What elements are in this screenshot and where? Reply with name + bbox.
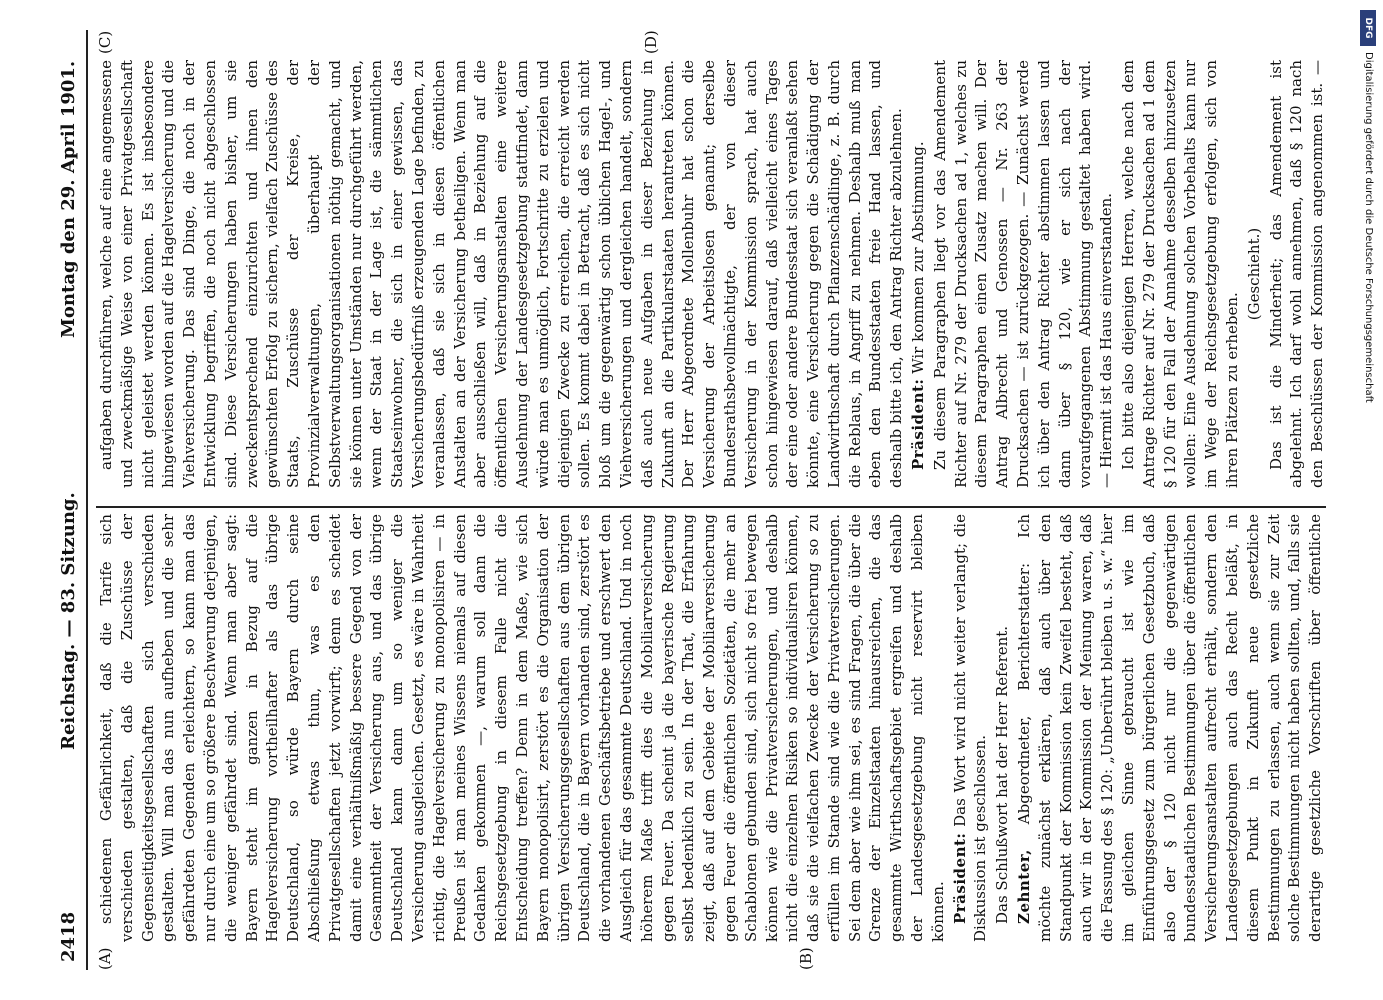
- column-divider: [96, 506, 1326, 508]
- margin-mark-b: (B): [797, 947, 815, 970]
- paragraph: [1244, 60, 1265, 488]
- paragraph: [1118, 60, 1243, 488]
- paragraph: [930, 60, 1117, 488]
- paragraph: [908, 60, 929, 488]
- paragraph-text: Das ist die Minderheit; das Amendement ist abgelehnt. Ich darf wohl annehmen, daß § 120 nach den Beschlüssen der Kommission angenommen ist. —: [1266, 60, 1326, 488]
- header-rule: [86, 30, 88, 970]
- paragraph-text: Das Wort wird nicht weiter verlangt; die Diskussion ist geschlossen.: [950, 514, 990, 942]
- dfg-logo-text: DFG: [1363, 17, 1373, 39]
- paragraph: [96, 60, 907, 488]
- session-title: Reichstag. — 83. Sitzung.: [58, 492, 79, 750]
- paragraph-text: Das Schlußwort hat der Herr Referent.: [993, 625, 1012, 924]
- paragraph-text: (Geschieht.): [1244, 227, 1263, 321]
- right-column: [96, 60, 1326, 488]
- speaker-name: Zehnter,: [1015, 849, 1034, 924]
- speaker-name: Präsident:: [909, 378, 928, 470]
- margin-mark-c: (C): [96, 30, 114, 54]
- page-header: [52, 30, 86, 970]
- dfg-logo: [1360, 10, 1376, 46]
- digitization-note: [1358, 8, 1380, 992]
- speaker-name: Präsident:: [950, 832, 969, 924]
- paragraph-text: aufgaben durchführen, welche auf eine angemessene und zweckmäßige Weise von einer Privatgesellschaft nicht geleistet werden können. Es ist insbesondere hingewiesen worden auf die Hagelversicherung und die Viehversicherung. Das sind Dinge, die noch in der Entwicklung begriffen, die noch nicht abgeschlossen sind. Diese Versicherungen haben bisher, um sie zweckentsprechend einzurichten und ihnen den gewünschten Erfolg zu sichern, vielfach Zuschüsse des Staats, Zuschüsse der Kreise, der Provinzialverwaltungen, überhaupt der Selbstverwaltungsorganisationen nöthig gemacht, und sie können unter Umständen nur durchgeführt werden, wenn der Staat in der Lage ist, die sämmtlichen Staatseinwohner, die sich in einer gewissen, das Versicherungsbedürfniß erzeugenden Lage befinden, zu veranlassen, daß sie sich in diesen öffentlichen Anstalten an der Versicherung betheiligen. Wenn man aber ausschließen will, daß in Beziehung auf die öffentlichen Versicherungsanstalten eine weitere Ausdehnung der Landesgesetzgebung stattfindet, dann würde man es unmöglich, Fortschritte zu erzielen und diejenigen Zwecke zu erreichen, die erreicht werden sollen. Es kommt dabei in Betracht, daß es sich nicht bloß um die gegenwärtig schon üblichen Hagel-, und Viehversicherungen und dergleichen handelt, sondern daß auch neue Aufgaben in dieser Beziehung in Zukunft an die Partikularstaaten herantreten können. Der Herr Abgeordnete Mollenbuhr hat schon die Versicherung der Arbeitslosen genannt; derselbe Bundesrathsbevollmächtigte, der von dieser Versicherung in der Kommission sprach, hat auch schon hingewiesen darauf, daß vielleicht eines Tages der eine oder andere Bundesstaat sich veranlaßt sehen könnte, eine Versicherung gegen die Schädigung der Landwirthschaft durch Pflanzenschädlinge, z. B. durch die Reblaus, in Angriff zu nehmen. Deshalb muß man eben den Bundesstaaten freie Hand lassen, und deshalb bitte ich, den Antrag Richter abzulehnen.: [97, 60, 906, 488]
- paragraph-text: schiedenen Gefährlichkeit, daß die Tarife sich verschieden gestalten, daß die Zuschüsse der Gegenseitigkeitsgesellschaften sich verschieden gestalten. Will man das nun aufheben und die sehr gefährdeten Gegenden erleichtern, so kann man das nur durch eine um so größere Beschwerung derjenigen, die weniger gefährdet sind. Wenn man aber sagt: Bayern steht im ganzen in Bezug auf die Hagelversicherung vortheilhafter als das übrige Deutschland, so würde Bayern durch seine Abschließung etwas thun, was es den Privatgesellschaften jetzt vorwirft; denn es scheidet damit eine verhältnißmäßig bessere Gegend von der Gesammtheit der Versicherung aus, und das übrige Deutschland kann dann um so weniger die Versicherung ausgleichen. Gesetzt, es wäre in Wahrheit richtig, die Hagelversicherung zu monopolisiren — in Preußen ist man meines Wissens niemals auf diesen Gedanken gekommen —, warum soll dann die Reichsgesetzgebung in diesem Falle nicht die Entscheidung treffen? Denn in dem Maße, wie sich Bayern monopolisirt, zerstört es die Organisation der übrigen Versicherungsgesellschaften aus dem übrigen Deutschland, die in Bayern vorhanden sind, zerstört es die vorhandenen Geschäftsbetriebe und erschwert den Ausgleich für das gesammte Deutschland. Und in noch höherem Maße trifft dies die Mobiliarversicherung gegen Feuer. Da scheint ja die bayerische Regierung selbst bedenklich zu sein. In der That, die Erfahrung zeigt, daß auf dem Gebiete der Mobiliarversicherung gegen Feuer die öffentlichen Sozietäten, die mehr an Schablonen gebunden sind, sich nicht so frei bewegen können wie die Privatversicherungen, und deshalb nicht die einzelnen Risiken so individualisiren können, daß sie die vielfachen Zwecke der Versicherung so zu erfüllen im Stande sind wie die Privatversicherungen. Sei dem aber wie ihm sei, es sind Fragen, die über die Grenze der Einzelstaaten hinausreichen, die das gesammte Wirthschaftsgebiet ergreifen und deshalb der Landesgesetzgebung nicht reservirt bleiben können.: [97, 514, 947, 942]
- paragraph: [950, 514, 992, 942]
- paragraph-text: Abgeordneter, Berichterstatter: Ich möchte zunächst erklären, daß auch über den Standpunkt der Kommission kein Zweifel besteht, daß auch wir in der Kommission der Meinung waren, daß die Fassung des § 120: „Unberührt bleiben u. s. w.“ hier im gleichen Sinne gebraucht ist wie im Einführungsgesetz zum bürgerlichen Gesetzbuch, daß also der § 120 nicht nur die gegenwärtigen bundesstaatlichen Bestimmungen über die öffentlichen Versicherungsanstalten aufrecht erhält, sondern den Landesgesetzgebungen auch das Recht beläßt, in diesem Punkt in Zukunft neue gesetzliche Bestimmungen zu erlassen, auch wenn sie zur Zeit solche Bestimmungen nicht haben sollten, und, falls sie derartige gesetzliche Vorschriften über öffentliche: [1015, 514, 1325, 942]
- digitization-credit: [1361, 52, 1377, 592]
- margin-mark-d: (D): [642, 30, 660, 54]
- page-number: 2418: [58, 911, 79, 962]
- rotated-page-content: [52, 30, 1332, 970]
- left-column: [96, 514, 1326, 942]
- margin-mark-a: (A): [96, 947, 114, 970]
- paragraph-text: Zu diesem Paragraphen liegt vor das Amendement Richter auf Nr. 279 der Drucksachen ad 1, welches zu diesem Paragraphen einen Zusatz machen will. Der Antrag Albrecht und Genossen — Nr. 263 der Drucksachen — ist zurückgezogen. — Zunächst werde ich über den Antrag Richter abstimmen lassen und dann über § 120, wie er sich nach der voraufgegangenen Abstimmung gestaltet haben wird. — Hiermit ist das Haus einverstanden.: [930, 60, 1116, 488]
- paragraph-text: Ich bitte also diejenigen Herren, welche nach dem Antrage Richter auf Nr. 279 der Drucksachen ad 1 dem § 120 für den Fall der Annahme desselben hinzusetzen wollen: Eine Ausdehnung solchen Vorbehalts kann nur im Wege der Reichsgesetzgebung erfolgen, sich von ihren Plätzen zu erheben.: [1119, 60, 1242, 488]
- paragraph: [96, 514, 949, 942]
- paragraph: [992, 514, 1013, 942]
- paragraph-text: Wir kommen zur Abstimmung.: [909, 141, 928, 374]
- paragraph: [1014, 514, 1326, 942]
- session-date: Montag den 29. April 1901.: [58, 60, 79, 338]
- digitization-credit-text: Digitalisierung gefördert durch die Deutsche Forschungsgemeinschaft: [1363, 52, 1374, 403]
- paragraph: [1266, 60, 1326, 488]
